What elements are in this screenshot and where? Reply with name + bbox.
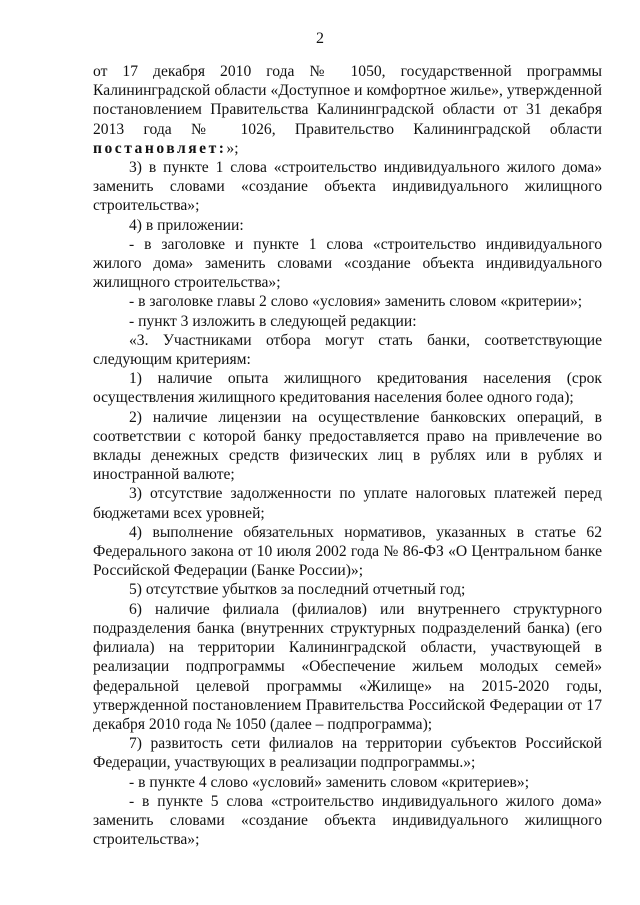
paragraph	[93, 62, 602, 158]
paragraph: - в заголовке и пункте 1 слова «строительство индивидуального жилого дома» заменить словами «создание объекта индивидуального жилищного строительства»;	[93, 235, 602, 292]
paragraph: - в заголовке главы 2 слово «условия» заменить словом «критерии»;	[129, 293, 583, 311]
paragraph: 6) наличие филиала (филиалов) или внутреннего структурного подразделения банка (внутренних структурных подразделений банка) (его филиала) на территории Калининградской области, участвующей в реализации подпрограммы «Обеспечение жильем молодых семей» федеральной целевой программы «Жилище» на 2015-2020 годы, утвержденной постановлением Правительства Российской Федерации от 17 декабря 2010 года № 1050 (далее – подпрограмма);	[93, 600, 602, 733]
paragraph: 4) выполнение обязательных нормативов, указанных в статье 62 Федерального закона от 10 июля 2002 года № 86-ФЗ «О Центральном банке Российской Федерации (Банке России)»;	[93, 523, 602, 580]
paragraph-tail: »;	[226, 139, 239, 157]
paragraph-text: от 17 декабря 2010 года № 1050, государственной программы Калининградской области «Доступное и комфортное жилье», утвержденной постановлением Правительства Калининградской области от 31 декабря 2013 года № 1026, Правительство Калининградской области	[93, 63, 602, 138]
paragraph: - в пункте 4 слово «условий» заменить словом «критериев»;	[129, 773, 530, 791]
emphasized-word: постановляет:	[93, 139, 227, 157]
paragraph: 5) отсутствие убытков за последний отчетный год;	[129, 581, 466, 599]
document-body	[93, 62, 602, 849]
paragraph: 1) наличие опыта жилищного кредитования населения (срок осуществления жилищного кредитования населения более одного года);	[93, 370, 602, 407]
page-number: 2	[316, 30, 324, 47]
paragraph: «3. Участниками отбора могут стать банки, соответствующие следующим критериям:	[93, 331, 602, 369]
paragraph: 2) наличие лицензии на осуществление банковских операций, в соответствии с которой банку предоставляется право на привлечение во вклады денежных средств физических лиц в рублях или в рублях и иностранной валюте;	[93, 408, 602, 484]
paragraph: 7) развитость сети филиалов на территории субъектов Российской Федерации, участвующих в реализации подпрограммы.»;	[93, 735, 602, 772]
paragraph: 3) отсутствие задолженности по уплате налоговых платежей перед бюджетами всех уровней;	[93, 485, 602, 522]
paragraph: 4) в приложении:	[129, 216, 244, 234]
paragraph: - в пункте 5 слова «строительство индивидуального жилого дома» заменить словами «создание объекта индивидуального жилищного строительства»;	[93, 792, 602, 849]
paragraph: 3) в пункте 1 слова «строительство индивидуального жилого дома» заменить словами «создание объекта индивидуального жилищного строительства»;	[93, 159, 602, 215]
paragraph: - пункт 3 изложить в следующей редакции:	[129, 312, 417, 330]
